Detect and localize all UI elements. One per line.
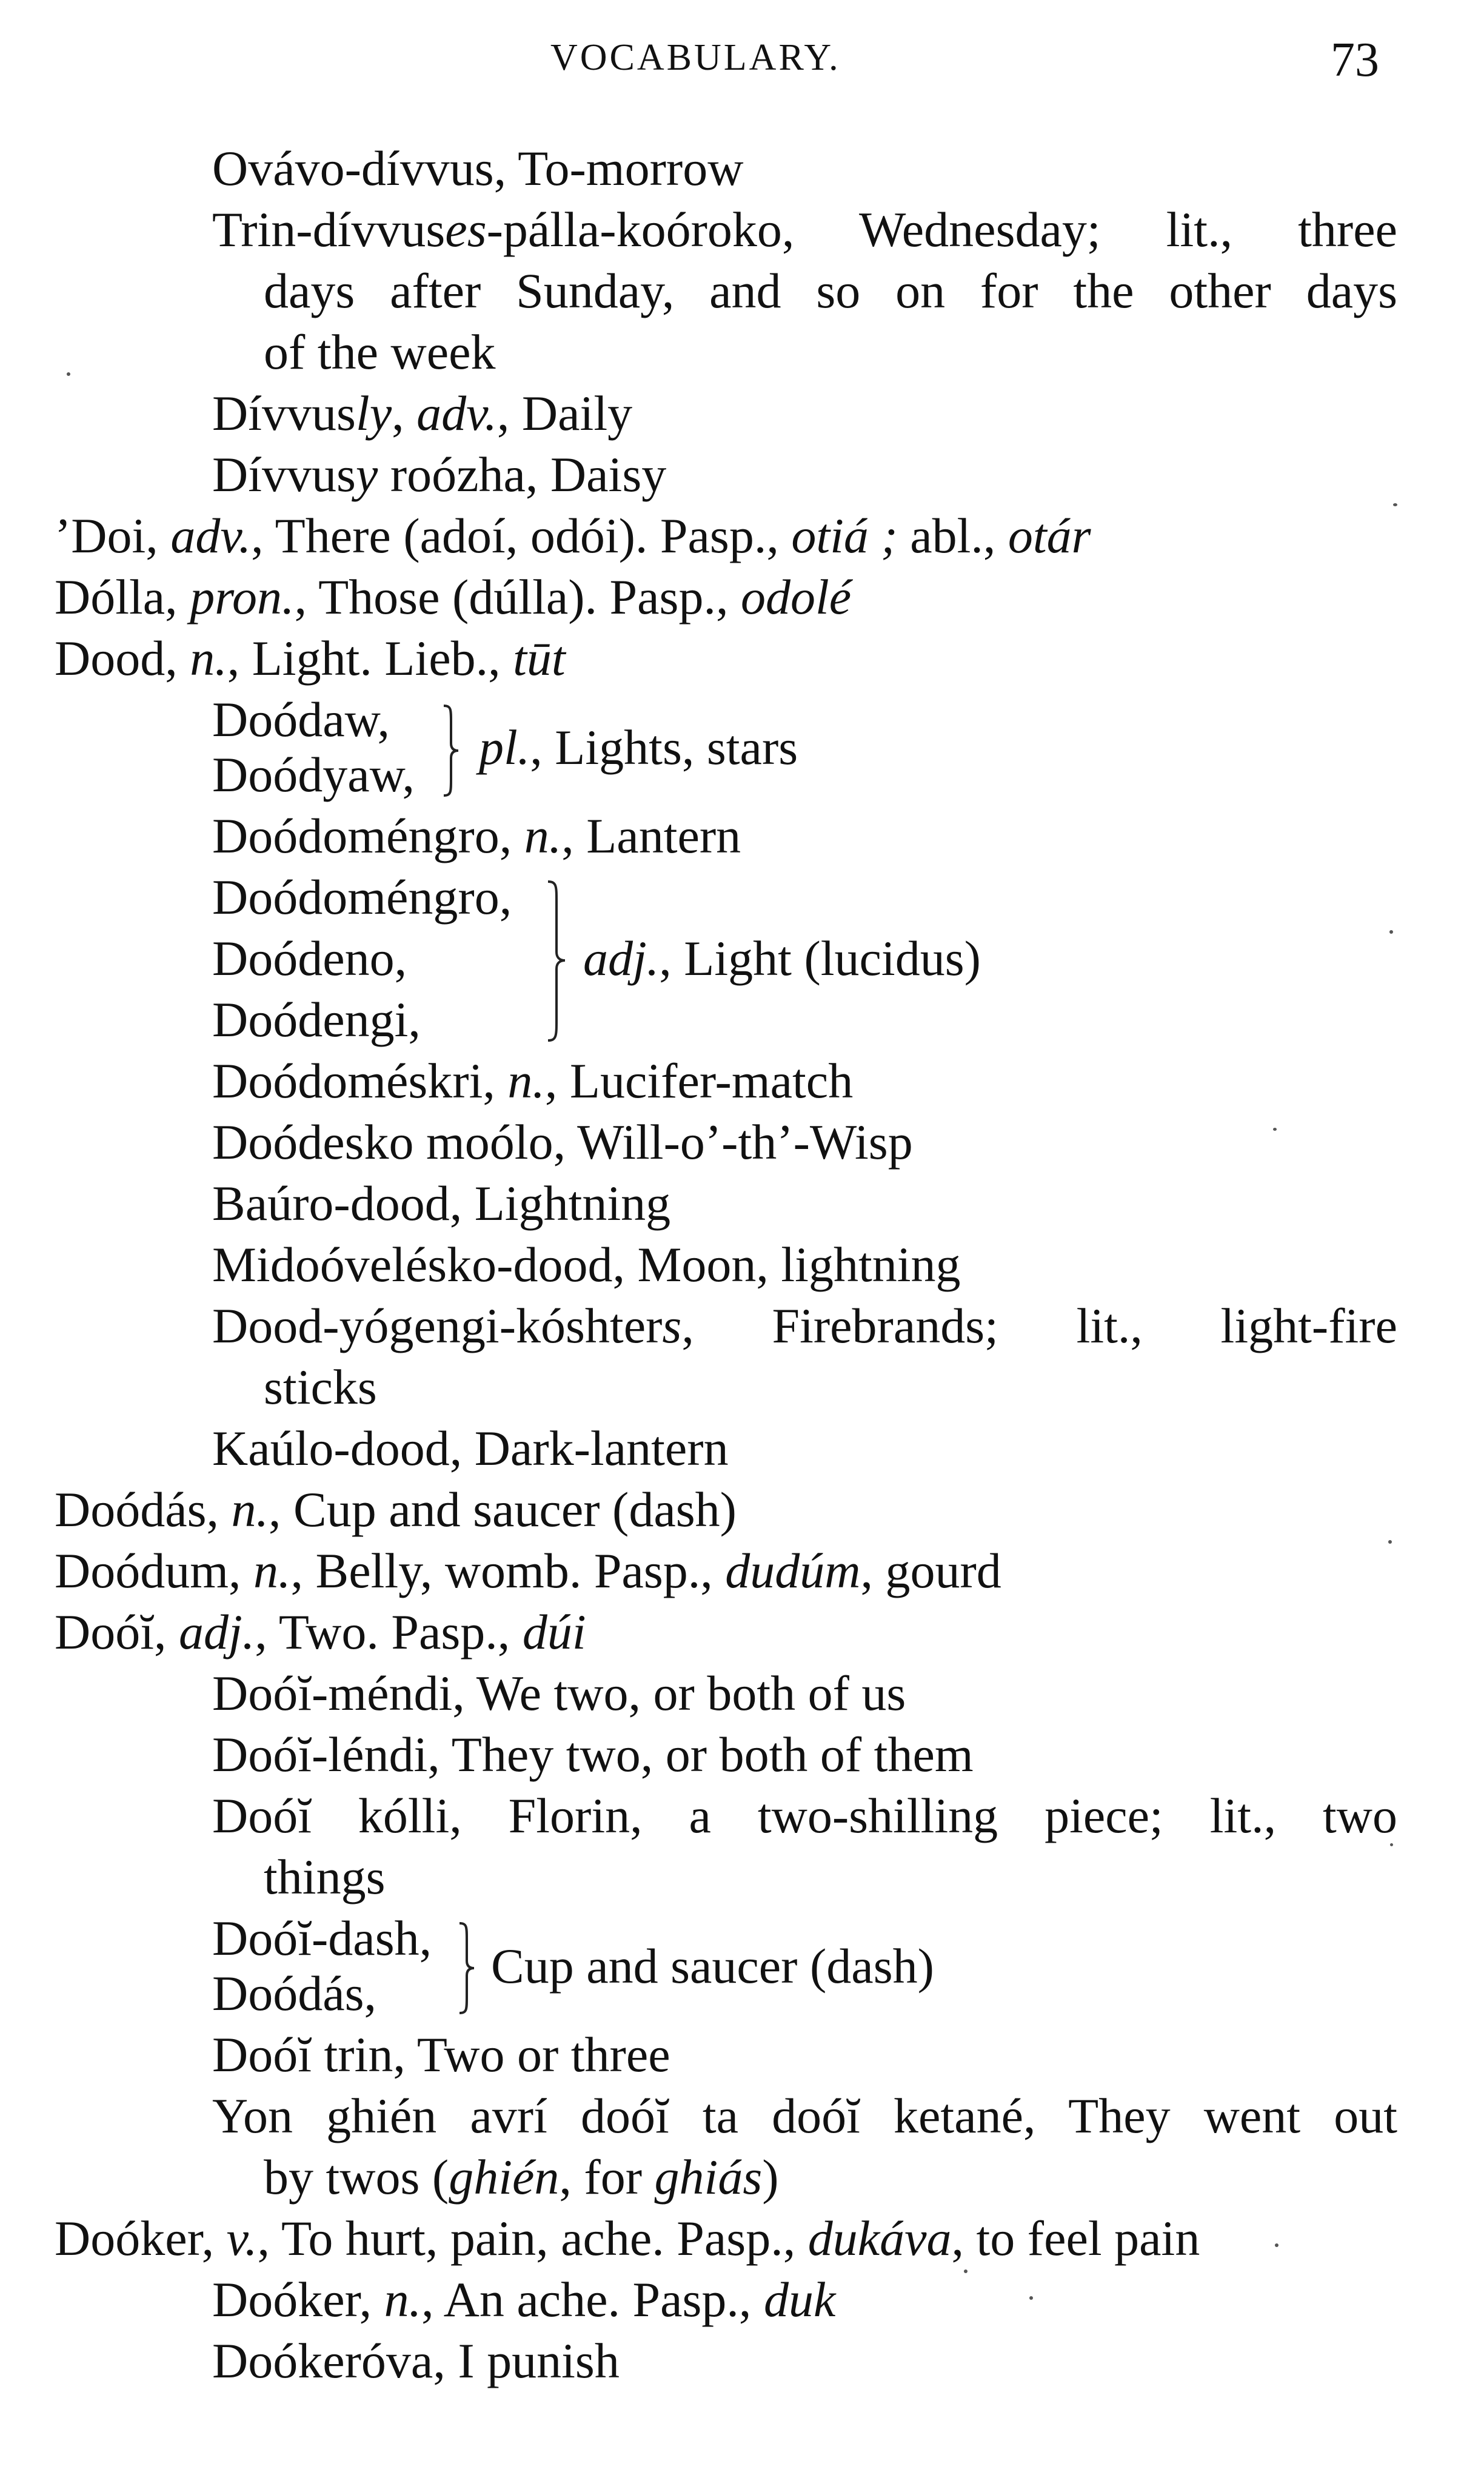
entry-line: Doódoméskri, n., Lucifer-match [212,1053,854,1108]
scan-speck [1275,2243,1278,2247]
entry-line: Doódyaw, [212,747,415,802]
entry-line: Dood-yógengi-kóshters, Firebrands; lit., light-fire [212,1298,1397,1353]
headword-line: Doódás, n., Cup and saucer (dash) [55,1482,737,1537]
scan-speck [1273,1128,1277,1131]
entry-line: Dívvusly, adv., Daily [212,386,633,441]
brace-icon [544,879,569,1043]
entry-line: Doóĭ-dash, [212,1911,432,1966]
scan-speck [1390,1843,1393,1846]
scan-speck [964,2269,968,2273]
brace-icon [456,1921,478,2015]
entry-line: Yon ghién avrí doóĭ ta doóĭ ketané, They went out [212,2088,1397,2143]
page-header [0,33,1484,91]
entry-line: Doódesko moólo, Will-o’-th’-Wisp [212,1114,913,1170]
entry-line-continued: of the week [264,324,496,380]
entry-line: Midoóvelésko-dood, Moon, lightning [212,1237,961,1292]
entry-line: Doókeróva, I punish [212,2333,620,2388]
headword-line: Doóker, v., To hurt, pain, ache. Pasp., dukáva, to feel pain [55,2211,1200,2266]
grouped-gloss: pl., Lights, stars [479,720,798,775]
entry-line: Doóĭ-méndi, We two, or both of us [212,1666,906,1721]
entry-line: Doódaw, [212,692,390,747]
headword-line: ’Doi, adv., There (adoí, odói). Pasp., otiá ; abl., otár [55,508,1091,563]
scan-speck [67,372,70,376]
entry-line-continued: days after Sunday, and so on for the other days [264,263,1397,318]
headword-line: Dólla, pron., Those (dúlla). Pasp., odolé [55,569,852,625]
scan-speck [1388,1540,1392,1544]
entry-line: Doódás, [212,1966,377,2021]
entry-line: Doódoméngro, n., Lantern [212,808,741,863]
grouped-gloss: Cup and saucer (dash) [491,1938,934,1994]
brace-icon [440,703,462,798]
entry-line: Trin-dívvuses-pálla-koóroko, Wednesday; lit., three [212,202,1397,257]
running-title: VOCABULARY. [550,37,841,78]
entry-line: Doódengi, [212,992,421,1047]
page-number: 73 [1331,33,1379,87]
scan-speck [1389,930,1393,934]
entry-line: Doóĭ-léndi, They two, or both of them [212,1727,974,1782]
entry-line: Baúro-dood, Lightning [212,1176,671,1231]
entry-line: Doóker, n., An ache. Pasp., duk [212,2272,836,2327]
entry-line: Doódeno, [212,931,407,986]
entry-line: Ovávo-dívvus, To-morrow [212,141,744,196]
headword-line: Dood, n., Light. Lieb., tūt [55,631,566,686]
entry-line: Kaúlo-dood, Dark-lantern [212,1421,729,1476]
entry-line: Doóĭ kólli, Florin, a two-shilling piece; lit., two [212,1788,1397,1843]
entry-line: Doódoméngro, [212,869,512,925]
entry-line: Doóĭ trin, Two or three [212,2027,670,2082]
headword-line: Doóĭ, adj., Two. Pasp., dúi [55,1604,586,1660]
headword-line: Doódum, n., Belly, womb. Pasp., dudúm, gourd [55,1543,1001,1598]
grouped-gloss: adj., Light (lucidus) [583,931,981,986]
scan-speck [1393,503,1397,506]
entry-line-continued: by twos (ghién, for ghiás) [264,2149,779,2205]
entry-line: Dívvusy roózha, Daisy [212,447,667,502]
entry-line-continued: sticks [264,1359,377,1415]
entry-line-continued: things [264,1849,386,1904]
scan-speck [1029,2296,1033,2300]
